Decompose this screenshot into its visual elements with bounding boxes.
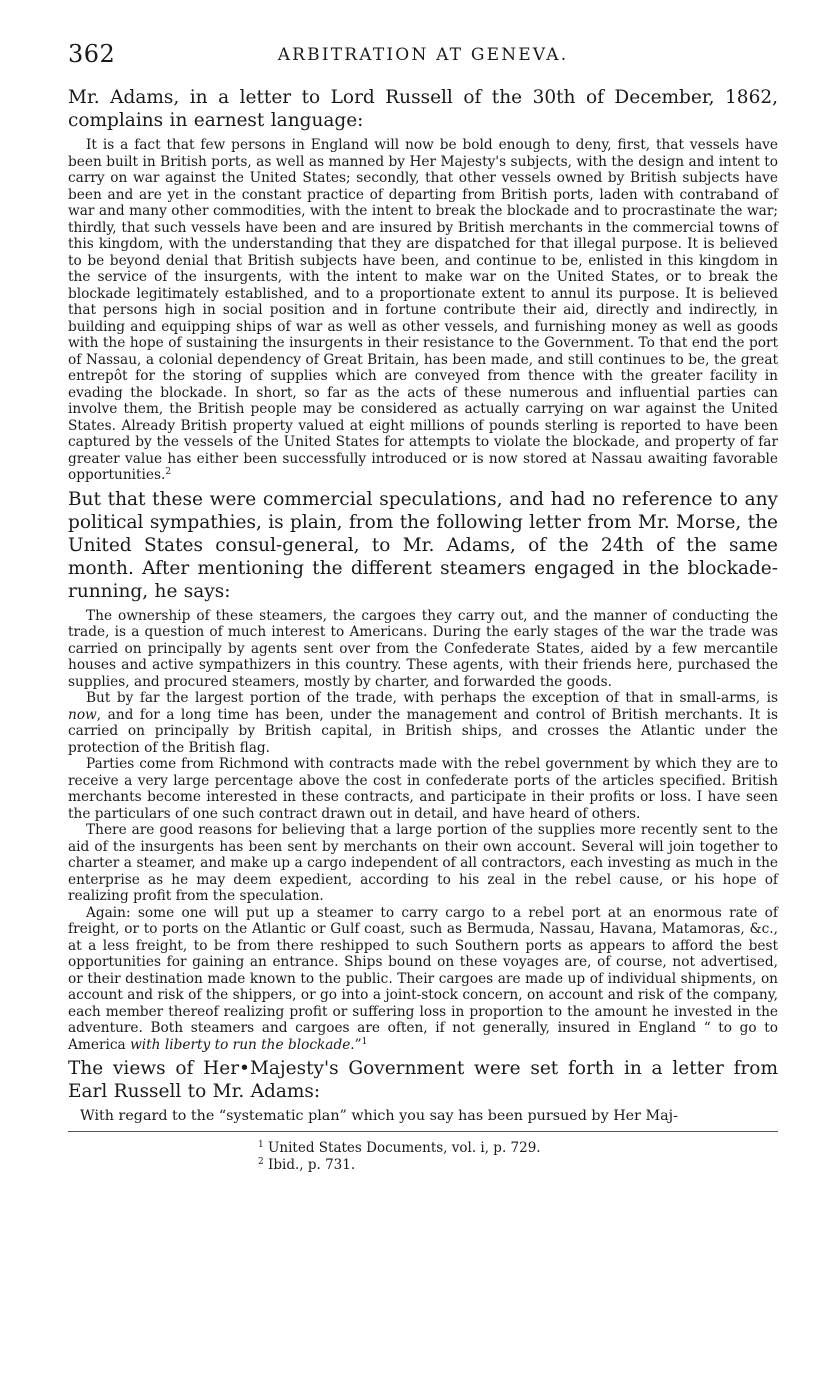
emphasis: with liberty to run the blockade. — [130, 1036, 355, 1053]
running-title: ARBITRATION AT GENEVA. — [277, 45, 569, 65]
footnote — [258, 1140, 778, 1157]
footnote-mark: 1 — [258, 1140, 264, 1150]
morse-letter-quote — [68, 608, 778, 1054]
quote-paragraph: Parties come from Richmond with contracts made with the rebel government by which they are to receive a very large percentage above the cost in confederate ports of the articles specified. British merchants become interested in these contracts, and participate in their profits or loss. I have seen the particulars of one such contract drawn out in detail, and have heard of others. — [68, 756, 778, 822]
footnote-ref: 2 — [165, 467, 172, 477]
intro-paragraph-2: But that these were commercial speculations, and had no reference to any political sympathies, is plain, from the following letter from Mr. Morse, the United States consul-general, to Mr. Adams, of the 24th of the same month. After mentioning the different steamers engaged in the blockade-running, he says: — [68, 488, 778, 602]
footnotes — [258, 1140, 778, 1174]
quote-paragraph — [68, 137, 778, 484]
intro-paragraph-3: The views of Her•Majesty's Government were set forth in a letter from Earl Russell to Mr. Adams: — [68, 1058, 778, 1102]
footnote-ref: 1 — [361, 1036, 368, 1047]
quote-text: It is a fact that few persons in England will now be bold enough to deny, first, that vessels have been built in British ports, as well as manned by Her Majesty's subjects, with the design and intent to carry on war against the United States; secondly, that other vessels owned by British subjects have been and are yet in the constant practice of departing from British ports, laden with contraband of war and many other commodities, with the intent to break the blockade and to procrastinate the war; thirdly, that such vessels have been and are insured by British merchants in the commercial towns of this kingdom, with the understanding that they are dispatched for that illegal purpose. It is believed to be beyond denial that British subjects have been, and continue to be, enlisted in this kingdom in the service of the insurgents, with the intent to make war on the United States, or to break the blockade legitimately established, and to a proportionate extent to annul its purpose. It is believed that persons high in social position and in fortune contribute their aid, directly and indirectly, in building and equipping ships of war as well as other vessels, and furnishing money as well as goods with the hope of sustaining the insurgents in their resistance to the Government. To that end the port of Nassau, a colonial dependency of Great Britain, has been made, and still continues to be, the great entrepôt for the storing of supplies which are conveyed from thence with the greater facility in evading the blockade. In short, so far as the acts of these numerous and influential parties can involve them, the British people may be considered as actually carrying on war against the United States. Already British property valued at eight millions of pounds sterling is reported to have been captured by the vessels of the United States for attempts to violate the blockade, and property of far greater value has either been successfully introduced or is now stored at Nassau awaiting favorable opportunities. — [68, 137, 778, 483]
emphasis: now — [68, 706, 97, 723]
footnote-text: United States Documents, vol. i, p. 729. — [268, 1140, 541, 1156]
footnote-rule — [68, 1131, 778, 1132]
page-number: 362 — [68, 40, 116, 68]
russell-letter-quote — [68, 137, 778, 484]
quote-paragraph: There are good reasons for believing that a large portion of the supplies more recently sent to the aid of the insurgents has been sent by merchants on their own account. Several will join together to charter a steamer, and make up a cargo independent of all contractors, each investing as much in the enterprise as he may deem expedient, according to his zeal in the rebel cause, or his hope of realizing profit from the speculation. — [68, 822, 778, 904]
continued-quote-line: With regard to the “systematic plan” which you say has been pursued by Her Maj- — [80, 1108, 678, 1124]
quote-paragraph: Again: some one will put up a steamer to carry cargo to a rebel port at an enormous rate of freight, or to ports on the Atlantic or Gulf coast, such as Bermuda, Nassau, Havana, Matamoras, &c., at a less freight, to be from there reshipped to such Southern ports as appears to afford the best opportunities for gaining an entrance. Ships bound on these voyages are, of course, not advertised, or their destination made known to the public. Their cargoes are made up of individual shipments, on account and risk of the shippers, or go into a joint-stock concern, on account and risk of the company, each member thereof realizing profit or suffering loss in proportion to the amount he invested in the adventure. Both steamers and cargoes are often, if not generally, insured in England “ to go to America with liberty to run the blockade.”$^1$ — [68, 904, 778, 1053]
quote-paragraph: But by far the largest portion of the trade, with perhaps the exception of that in small-arms, is now, and for a long time has been, under the management and control of British merchants. It is carried on principally by British capital, in British ships, and crosses the Atlantic under the protection of the British flag. — [68, 690, 778, 756]
footnote-text: Ibid., p. 731. — [268, 1157, 356, 1173]
footnote-mark: 2 — [258, 1157, 264, 1167]
book-page — [68, 36, 778, 1174]
footnote — [258, 1157, 778, 1174]
quote-paragraph: The ownership of these steamers, the cargoes they carry out, and the manner of conducting the trade, is a question of much interest to Americans. During the early stages of the war the trade was carried on principally by agents sent over from the Confederate States, aided by a few mercantile houses and active sympathizers in this country. These agents, with their friends here, purchased the supplies, and procured steamers, mostly by charter, and forwarded the goods. — [68, 607, 778, 690]
intro-paragraph-1: Mr. Adams, in a letter to Lord Russell of the 30th of December, 1862, complains in earnest language: — [68, 87, 778, 131]
page-header — [68, 36, 778, 72]
